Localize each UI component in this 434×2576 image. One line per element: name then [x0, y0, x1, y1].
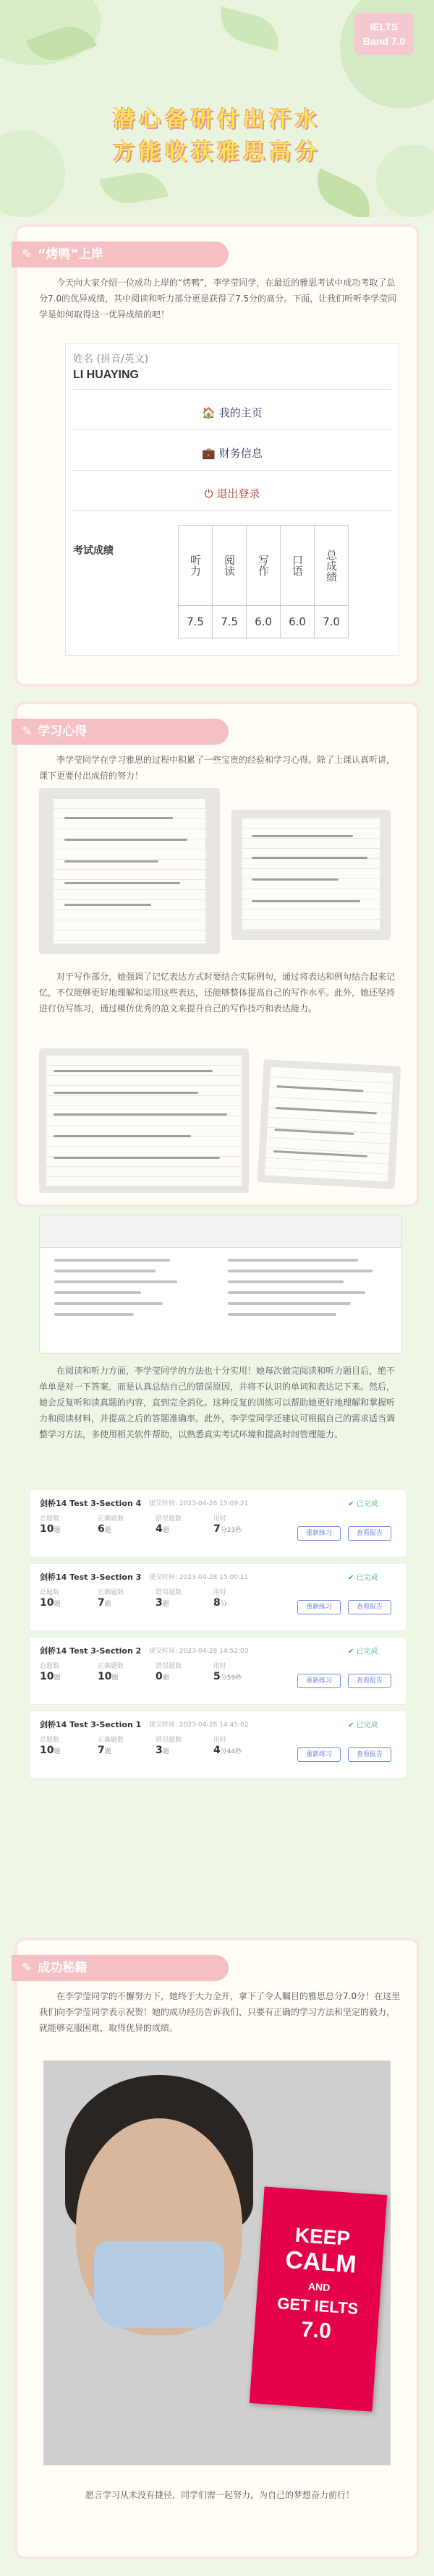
result-title: 剑桥14 Test 3-Section 4 — [40, 1499, 142, 1508]
result-date: 提交时间: 2023-04-28 14:52:03 — [149, 1648, 249, 1655]
label-correct: 正确题数 — [98, 1515, 124, 1523]
lower-content — [0, 1215, 434, 2576]
power-icon: ⏻ — [204, 487, 213, 500]
score-table — [178, 525, 349, 638]
label-correct: 正确题数 — [98, 1589, 124, 1596]
time-num: 8 — [213, 1597, 221, 1609]
correct-num: 7 — [98, 1597, 105, 1609]
time-num: 7 — [213, 1523, 221, 1535]
value-total — [40, 1523, 61, 1535]
score-overall: 7.0 — [315, 606, 349, 638]
label-wrong: 错误题数 — [156, 1589, 182, 1596]
handwriting-line — [54, 1092, 198, 1094]
value-wrong — [156, 1671, 169, 1682]
section-title: “烤鸭”上岸 — [38, 247, 103, 262]
value-correct — [98, 1523, 111, 1535]
tips-paragraph-3: 在阅读和听力方面，李学莹同学的方法也十分实用！她每次做完阅读和听力题目后，绝不单单是对一下答案，而是认真总结自己的错误原因，并将不认识的单词和表达记下来。然后，她会反复听和读真题的内容，直到完全消化。这种反复的训练可以帮助她更好地理解和掌握听力和阅读材料，并提高之后的答题准确率。此外，李学莹同学还建议可根据自己的需求适当调整学习方法，多使用相关软件帮助，以熟悉真实考试环境和提高时间管理能力。 — [39, 1366, 396, 1439]
value-time — [213, 1745, 242, 1756]
status-label: 已完成 — [356, 1500, 378, 1508]
unit: 题 — [162, 1748, 169, 1755]
text-line — [54, 1280, 177, 1283]
check-circle-icon: ✔ — [348, 1500, 354, 1508]
view-report-button[interactable]: 查看报告 — [348, 1526, 391, 1541]
wrong-num: 3 — [156, 1745, 163, 1756]
result-status — [348, 1719, 378, 1729]
menu-logout[interactable] — [66, 486, 399, 501]
score-reading: 7.5 — [213, 606, 247, 638]
poster-keep: KEEP — [294, 2223, 352, 2250]
unit: 题 — [111, 1674, 119, 1682]
header-banner — [0, 0, 434, 217]
header-speaking: 口语 — [281, 526, 315, 606]
label-time: 用时 — [213, 1589, 227, 1596]
result-title: 剑桥14 Test 3-Section 1 — [40, 1720, 142, 1729]
unit: 题 — [104, 1527, 111, 1534]
handwriting-line — [252, 835, 353, 837]
practice-result-card — [29, 1489, 407, 1557]
result-title: 剑桥14 Test 3-Section 3 — [40, 1572, 142, 1582]
notebook-photo — [39, 788, 220, 954]
text-line — [228, 1313, 336, 1316]
handwriting-line — [64, 860, 158, 863]
intro-paragraph: 今天向大家介绍一位成功上岸的“烤鸭”，李学莹同学，在最近的雅思考试中成功考取了总分7.0的优异成绩，其中阅读和听力部分更是获得了7.5分的高分。下面，让我们听听李学莹同学是如何取得这一优异成绩的吧！ — [39, 278, 397, 320]
section-title-pill — [12, 241, 229, 268]
result-status — [348, 1645, 378, 1656]
result-date: 提交时间: 2023-04-28 15:09:21 — [149, 1500, 249, 1507]
scores-label: 考试成绩 — [73, 545, 114, 557]
hero-title-line2: 方能收获雅思高分 — [113, 140, 321, 164]
name-value: LI HUAYING — [73, 369, 139, 381]
tips-paragraph-2: 对于写作部分，她强调了记忆表达方式时要结合实际例句，通过将表达和例句结合起来记忆，不仅能够更好地理解和运用这些表达，还能够整体提高自己的写作水平。此外，她还坚持进行仿写练习，通过模仿优秀的范文来提升自己的写作技巧和表达能力。 — [39, 972, 396, 1014]
unit: 题 — [54, 1527, 61, 1534]
total-num: 10 — [40, 1745, 54, 1756]
divider — [73, 389, 391, 390]
menu-home[interactable] — [66, 405, 399, 420]
total-num: 10 — [40, 1523, 54, 1535]
value-total — [40, 1745, 61, 1756]
name-label: 姓名 (拼音/英文) — [73, 354, 149, 365]
view-report-button[interactable]: 查看报告 — [348, 1674, 391, 1688]
unit: 题 — [54, 1674, 61, 1682]
poster-and: AND — [307, 2280, 331, 2294]
retry-button[interactable]: 重新练习 — [297, 1600, 341, 1614]
practice-result-card — [29, 1637, 407, 1705]
value-wrong — [156, 1523, 169, 1535]
notebook-photo — [231, 810, 391, 940]
total-num: 10 — [40, 1671, 54, 1682]
closing-line: 愿言学习从未没有捷径，同学们需一起努力，为自己的梦想奋力前行！ — [85, 2490, 354, 2500]
unit: 题 — [54, 1601, 61, 1608]
label-wrong: 错误题数 — [156, 1515, 182, 1523]
section-title: 学习心得 — [38, 724, 88, 739]
poster-get-ielts: GET IELTS — [276, 2294, 359, 2318]
document-toolbar — [40, 1215, 401, 1248]
label-total: 总题数 — [40, 1737, 60, 1744]
text-line — [228, 1259, 358, 1262]
retry-button[interactable]: 重新练习 — [297, 1747, 341, 1762]
wrong-num: 4 — [156, 1523, 163, 1535]
handwriting-line — [54, 1113, 227, 1116]
unit: 题 — [162, 1674, 169, 1682]
pencil-icon: ✎ — [22, 1961, 33, 1975]
handwriting-line — [54, 1070, 213, 1072]
label-time: 用时 — [213, 1515, 227, 1523]
menu-finance-label: 财务信息 — [218, 447, 263, 460]
divider — [73, 429, 391, 430]
score-listening: 7.5 — [179, 606, 213, 638]
ielts-brand-badge — [354, 13, 414, 55]
label-correct: 正确题数 — [98, 1737, 124, 1744]
leaf-decor-icon — [99, 168, 169, 207]
text-line — [54, 1313, 134, 1316]
divider — [73, 510, 391, 511]
label-time: 用时 — [213, 1663, 227, 1670]
handwriting-line — [64, 817, 173, 819]
poster-score: 7.0 — [300, 2317, 332, 2344]
text-line — [228, 1291, 365, 1294]
poster-calm: CALM — [284, 2246, 357, 2279]
pencil-icon: ✎ — [22, 724, 33, 739]
text-line — [54, 1259, 170, 1262]
secret-paragraph: 在李学莹同学的不懈努力下，她终于大力全开，拿下了令人瞩目的雅思总分7.0分！在这里我们向李学莹同学表示祝贺！她的成功经历告诉我们，只要有正确的学习方法和坚定的毅力，就能够克服困难，取得优异的成绩。 — [39, 1991, 401, 2033]
section-title-pill — [12, 719, 229, 745]
header-writing: 写作 — [247, 526, 281, 606]
brand-line2: Band 7.0 — [362, 35, 406, 47]
unit: 题 — [54, 1748, 61, 1755]
home-icon: 🏠 — [202, 406, 216, 419]
notebook-page — [46, 1056, 242, 1186]
unit: 分44秒 — [220, 1748, 242, 1755]
vocab-notes-photo — [39, 1048, 249, 1193]
handwriting-line — [252, 857, 367, 859]
divider — [73, 470, 391, 471]
text-line — [54, 1302, 163, 1305]
handwriting-line — [252, 878, 339, 881]
pencil-icon: ✎ — [22, 247, 33, 262]
text-line — [54, 1291, 141, 1294]
unit: 题 — [104, 1601, 111, 1608]
retry-button[interactable]: 重新练习 — [297, 1526, 341, 1541]
vocab-card-photo — [258, 1059, 401, 1189]
unit: 题 — [104, 1748, 111, 1755]
face-mask — [94, 2241, 224, 2328]
value-time — [213, 1523, 242, 1535]
unit: 分23秒 — [220, 1527, 242, 1534]
label-total: 总题数 — [40, 1663, 60, 1670]
practice-result-card — [29, 1711, 407, 1779]
label-wrong: 错误题数 — [156, 1663, 182, 1670]
handwriting-line — [54, 1135, 191, 1137]
result-date: 提交时间: 2023-04-28 15:00:11 — [149, 1574, 249, 1581]
unit: 分 — [220, 1601, 227, 1608]
score-report-card — [65, 343, 399, 656]
label-wrong: 错误题数 — [156, 1737, 182, 1744]
keep-calm-poster — [250, 2186, 388, 2411]
handwriting-line — [64, 882, 180, 884]
score-speaking: 6.0 — [281, 606, 315, 638]
hero-title-line1: 潜心备研付出汗水 — [113, 108, 321, 132]
practice-result-card — [29, 1563, 407, 1631]
time-num: 4 — [213, 1745, 221, 1756]
handwriting-line — [64, 839, 187, 841]
section-success-story — [14, 224, 420, 687]
correct-num: 10 — [98, 1671, 112, 1682]
section-study-tips — [14, 701, 420, 1207]
text-line — [54, 1270, 156, 1272]
menu-finance[interactable] — [66, 445, 399, 461]
view-report-button[interactable]: 查看报告 — [348, 1600, 391, 1614]
value-correct — [98, 1671, 119, 1682]
header-listening: 听力 — [179, 526, 213, 606]
status-label: 已完成 — [356, 1574, 378, 1582]
value-total — [40, 1671, 61, 1682]
handwriting-line — [64, 904, 151, 906]
handwriting-line — [252, 900, 360, 902]
result-status — [348, 1571, 378, 1582]
notebook-page — [54, 799, 205, 943]
value-wrong — [156, 1745, 169, 1756]
total-num: 10 — [40, 1597, 54, 1609]
result-date: 提交时间: 2023-04-28 14:45:02 — [149, 1721, 249, 1729]
check-circle-icon: ✔ — [348, 1574, 354, 1582]
text-line — [228, 1280, 344, 1283]
check-circle-icon: ✔ — [348, 1648, 354, 1656]
text-line — [228, 1270, 373, 1272]
view-report-button[interactable]: 查看报告 — [348, 1747, 391, 1762]
leaf-decor-icon — [308, 168, 379, 217]
value-correct — [98, 1597, 111, 1609]
label-total: 总题数 — [40, 1515, 60, 1523]
result-status — [348, 1497, 378, 1508]
correct-num: 6 — [98, 1523, 105, 1535]
unit: 题 — [162, 1601, 169, 1608]
value-time — [213, 1671, 242, 1682]
word-document-screenshot — [39, 1215, 402, 1353]
unit: 题 — [162, 1527, 169, 1534]
value-time — [213, 1597, 227, 1609]
menu-logout-label: 退出登录 — [216, 487, 260, 500]
section-success-secret — [14, 1938, 420, 2559]
correct-num: 7 — [98, 1745, 105, 1756]
label-correct: 正确题数 — [98, 1663, 124, 1670]
header-reading: 阅读 — [213, 526, 247, 606]
status-label: 已完成 — [356, 1721, 378, 1729]
retry-button[interactable]: 重新练习 — [297, 1674, 341, 1688]
value-total — [40, 1597, 61, 1609]
student-photo — [43, 2061, 391, 2465]
text-line — [228, 1302, 351, 1305]
menu-home-label: 我的主页 — [218, 406, 263, 419]
result-title: 剑桥14 Test 3-Section 2 — [40, 1646, 142, 1656]
time-num: 5 — [213, 1671, 221, 1682]
wrong-num: 3 — [156, 1597, 163, 1609]
handwriting-line — [54, 1157, 220, 1159]
value-wrong — [156, 1597, 169, 1609]
leaf-decor-icon — [214, 7, 284, 51]
notebook-page — [265, 1067, 393, 1182]
brand-line1: IELTS — [370, 21, 399, 33]
tips-paragraph-1: 李学莹同学在学习雅思的过程中积累了一些宝贵的经验和学习心得。除了上课认真听讲，课下更要付出成倍的努力！ — [39, 755, 396, 781]
value-correct — [98, 1745, 111, 1756]
check-circle-icon: ✔ — [348, 1721, 354, 1729]
section-title-pill — [12, 1955, 229, 1981]
unit: 分59秒 — [220, 1674, 242, 1682]
score-writing: 6.0 — [247, 606, 281, 638]
briefcase-icon: 💼 — [202, 447, 216, 460]
label-total: 总题数 — [40, 1589, 60, 1596]
label-time: 用时 — [213, 1737, 227, 1744]
header-overall: 总成绩 — [315, 526, 349, 606]
section-title: 成功秘籍 — [38, 1961, 88, 1975]
status-label: 已完成 — [356, 1648, 378, 1656]
wrong-num: 0 — [156, 1671, 163, 1682]
